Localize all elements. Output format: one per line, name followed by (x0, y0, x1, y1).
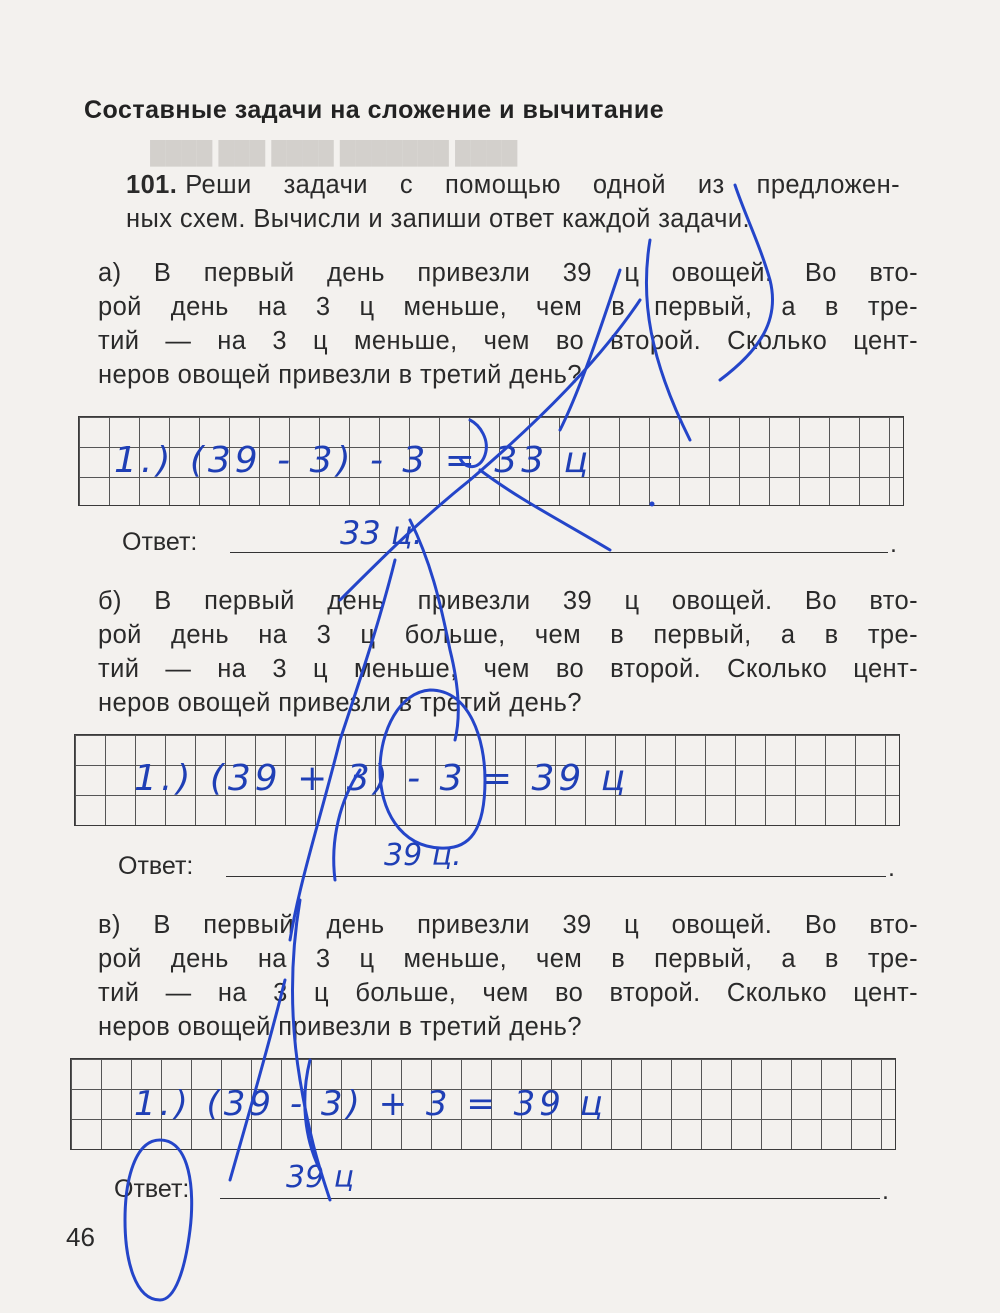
problem-b-line-2: рой день на 3 ц больше, чем в первый, а в тре- (98, 621, 918, 649)
problem-a-line-2: рой день на 3 ц меньше, чем в первый, а в тре- (98, 293, 918, 321)
answer-dot-c: . (882, 1177, 889, 1205)
handwritten-solution-b: 1.) (39 + 3) - 3 = 39 ц (134, 758, 630, 799)
problem-c-line-4: неров овощей привезли в третий день? (98, 1013, 582, 1041)
problem-b (80, 584, 918, 720)
section-heading: Составные задачи на сложение и вычитание (84, 96, 665, 124)
handwritten-solution-c: 1.) (39 - 3) + 3 = 39 ц (134, 1084, 607, 1124)
problem-c (80, 908, 918, 1044)
task-intro-line-1: Реши задачи с помощью одной из предложен- (185, 171, 900, 199)
answer-dot-b: . (888, 854, 895, 882)
task-number: 101. (126, 171, 178, 199)
handwritten-answer-c: 39 ц (286, 1160, 355, 1195)
answer-line-c[interactable] (220, 1198, 880, 1199)
handwritten-answer-a: 33 ц. (340, 514, 423, 552)
page-number: 46 (66, 1222, 95, 1252)
answer-dot-a: . (890, 530, 897, 558)
answer-line-b[interactable] (226, 876, 886, 877)
problem-c-line-2: рой день на 3 ц меньше, чем в первый, а в тре- (98, 945, 918, 973)
problem-b-line-4: неров овощей привезли в третий день? (98, 689, 582, 717)
answer-label-c: Ответ: (114, 1175, 190, 1203)
problem-a-line-4: неров овощей привезли в третий день? (98, 361, 582, 389)
scribble-stroke-12 (125, 1140, 192, 1300)
answer-label-b: Ответ: (118, 852, 194, 880)
task-intro-line-2: ных схем. Вычисли и запиши ответ каждой задачи. (126, 205, 751, 233)
problem-a-line-3: тий — на 3 ц меньше, чем во второй. Сколько цент- (98, 327, 918, 355)
answer-label-a: Ответ: (122, 528, 198, 556)
show-through-text: ████ ███████ ████ ███ ████ (150, 140, 518, 165)
answer-line-a[interactable] (230, 552, 888, 553)
problem-b-line-3: тий — на 3 ц меньше, чем во второй. Сколько цент- (98, 655, 918, 683)
problem-a-line-1: а) В первый день привезли 39 ц овощей. Во вто- (98, 259, 918, 287)
task-intro (80, 168, 900, 236)
handwritten-answer-b: 39 ц. (384, 838, 462, 873)
handwritten-solution-a: 1.) (39 - 3) - 3 = 33 ц (114, 440, 593, 481)
problem-c-line-3: тий — на 3 ц больше, чем во второй. Сколько цент- (98, 979, 918, 1007)
problem-a (80, 256, 918, 392)
problem-b-line-1: б) В первый день привезли 39 ц овощей. Во вто- (98, 587, 918, 615)
problem-c-line-1: в) В первый день привезли 39 ц овощей. Во вто- (98, 911, 918, 939)
